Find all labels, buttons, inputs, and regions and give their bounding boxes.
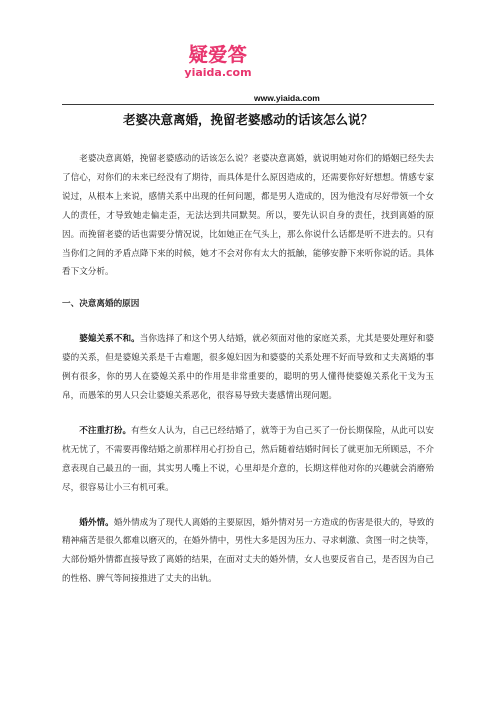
article-body bbox=[62, 150, 434, 589]
spacer bbox=[62, 406, 434, 422]
site-logo[interactable] bbox=[178, 44, 258, 79]
reason-paragraph-2 bbox=[62, 422, 434, 498]
reason-text-3: 婚外情成为了现代人离婚的主要原因，婚外情对另一方造成的伤害是很大的，导致的精神痛苦是很久都难以磨灭的，在婚外情中，男性大多是因为压力、寻求刺激、贪图一时之快等，大部份婚外情都直接导致了离婚的结果，在面对丈夫的婚外情，女人也要反省自己，是否因为自己的性格、脾气等间接推进了丈夫的出轨。 bbox=[62, 517, 434, 585]
section-heading: 一、决意离婚的原因 bbox=[62, 299, 140, 310]
site-url[interactable]: www.yiaida.com bbox=[254, 93, 320, 103]
reason-lead-3: 婚外情。 bbox=[79, 517, 114, 528]
article-title: 老婆决意离婚，挽留老婆感动的话该怎么说？ bbox=[122, 112, 373, 127]
spacer bbox=[62, 314, 434, 330]
reason-paragraph-1 bbox=[62, 330, 434, 406]
logo-text: 疑爱答 bbox=[188, 44, 248, 66]
reason-text-2: 有些女人认为，自己已经结婚了，就等于为自己买了一份长期保险，从此可以安枕无忧了，不需要再像结婚之前那样用心打扮自己，然后随着结婚时间长了就更加无所顾忌，不介意表现自己最丑的一面，其实男人嘴上不说，心里却是介意的，长期这样他对你的兴趣就会消磨殆尽，很容易让小三有机可乘。 bbox=[62, 425, 434, 493]
header-divider bbox=[62, 104, 434, 105]
intro-paragraph: 老婆决意离婚，挽留老婆感动的话该怎么说？老婆决意离婚，就说明她对你们的婚姻已经失去了信心，对你们的未来已经没有了期待，而具体是什么原因造成的，还需要你好好想想。情感专家说过，从根本上来说，感情关系中出现的任何问题，都是男人造成的，因为他没有尽好带领一个女人的责任，才导致她走偏走歪，无法达到共同默契。所以，要先认识自身的责任，找到离婚的原因。而挽留老婆的话也需要分情况说，比如她正在气头上，那么你说什么话都是听不进去的。只有当你们之间的矛盾点降下来的时候，她才不会对你有太大的抵触，能够安静下来听你说的话。具体看下文分析。 bbox=[62, 154, 434, 278]
reason-lead-2: 不注重打扮。 bbox=[79, 425, 132, 436]
reason-text-1: 当你选择了和这个男人结婚，就必须面对他的家庭关系，尤其是要处理好和婆婆的关系，但是婆媳关系是千古难题，很多媳妇因为和婆婆的关系处理不好而导致和丈夫离婚的事例有很多，你的男人在婆媳关系中的作用是非常重要的，聪明的男人懂得使婆媳关系化干戈为玉帛，而愚笨的男人只会让婆媳关系恶化，很容易导致夫妻感情出现问题。 bbox=[62, 334, 434, 401]
logo-domain: yiaida.com bbox=[184, 66, 252, 79]
reason-paragraph-3 bbox=[62, 514, 434, 590]
reason-lead-1: 婆媳关系不和。 bbox=[79, 334, 140, 345]
spacer bbox=[62, 498, 434, 514]
